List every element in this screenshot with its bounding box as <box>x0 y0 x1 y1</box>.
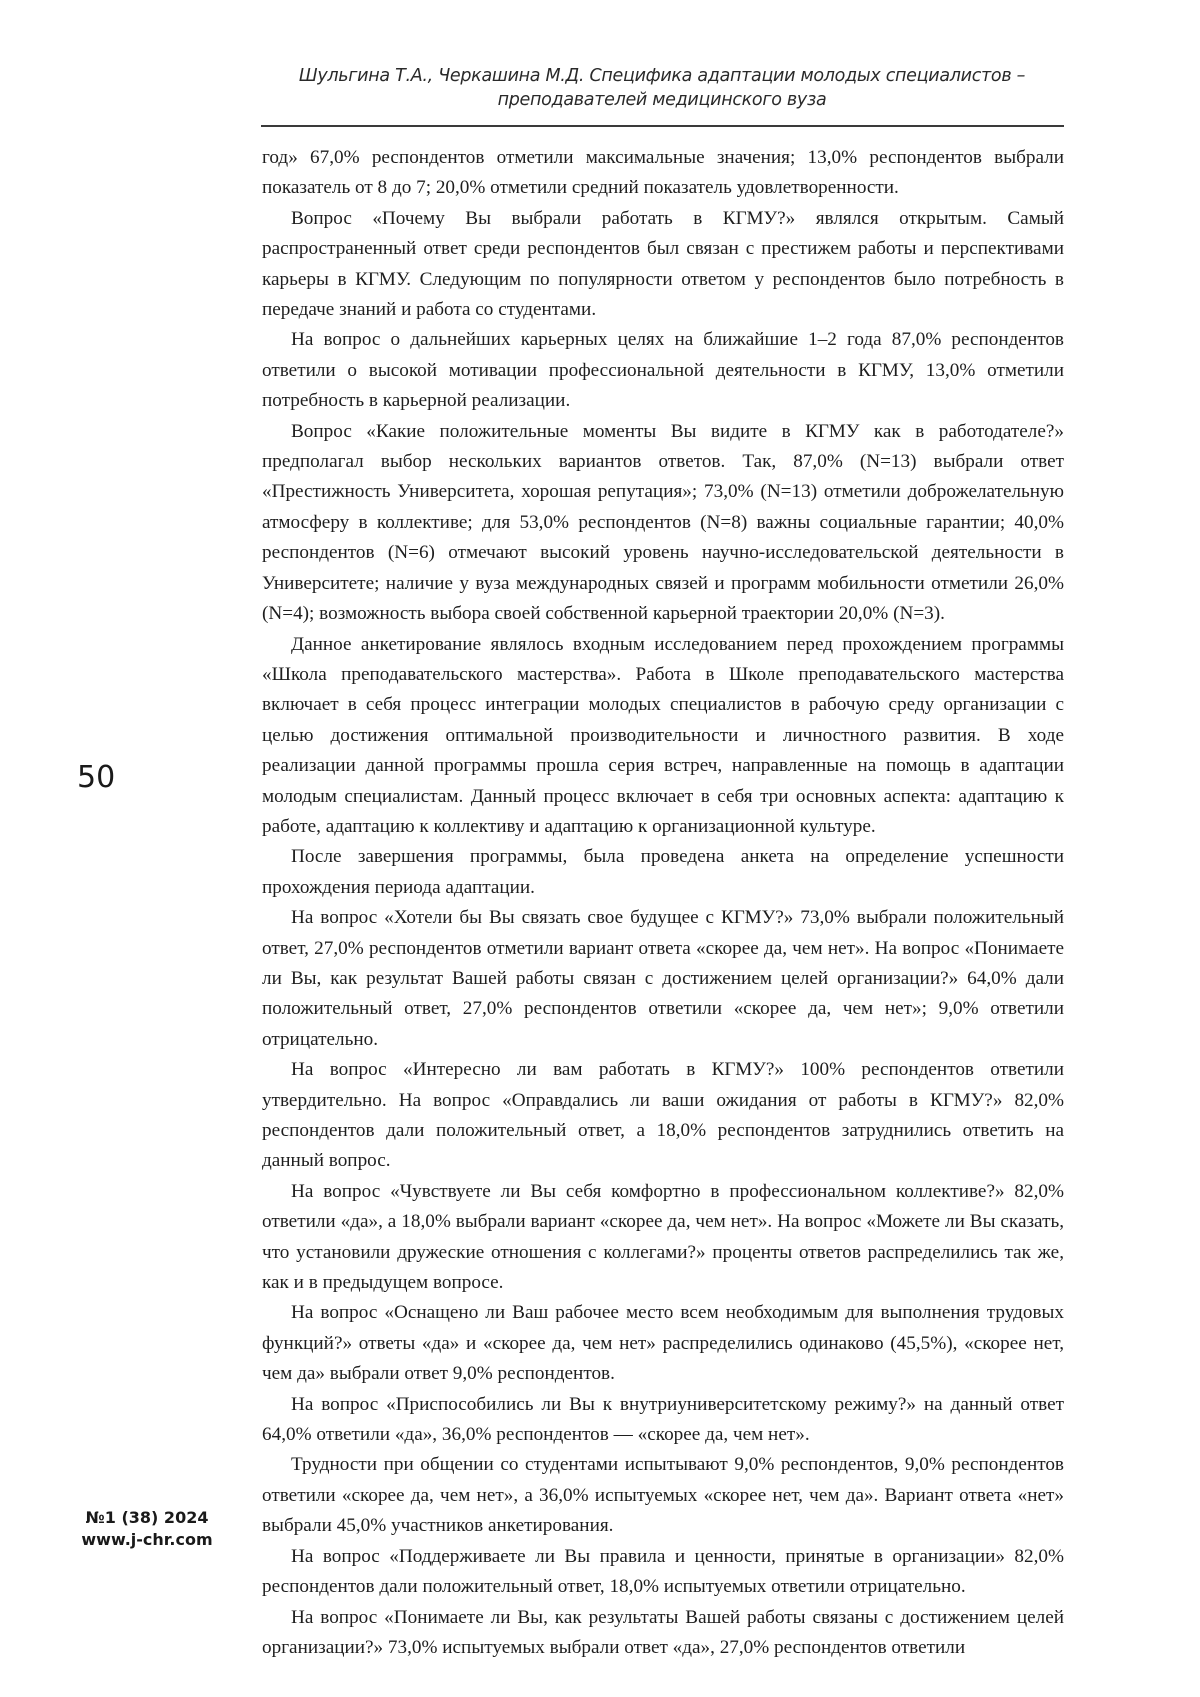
paragraph: Вопрос «Какие положительные моменты Вы видите в КГМУ как в работодателе?» предполагал выбор нескольких вариантов ответов. Так, 87,0% (N=13) выбрали ответ «Престижность Университета, хорошая репутация»; 73,0% (N=13) отметили доброжелательную атмосферу в коллективе; для 53,0% респондентов (N=8) важны социальные гарантии; 40,0% респондентов (N=6) отмечают высокий уровень научно-исследовательской деятельности в Университете; наличие у вуза международных связей и программ мобильности отметили 26,0% (N=4); возможность выбора своей собственной карьерной траектории 20,0% (N=3). <box>262 420 1064 625</box>
paragraph: Трудности при общении со студентами испытывают 9,0% респондентов, 9,0% респондентов ответили «скорее да, чем нет», а 36,0% испытуемых «скорее нет, чем да». Вариант ответа «нет» выбрали 45,0% участников анкетирования. <box>262 1454 1064 1537</box>
paragraph: На вопрос «Понимаете ли Вы, как результаты Вашей работы связаны с достижением целей организации?» 73,0% испытуемых выбрали ответ «да», 27,0% респондентов ответили <box>262 1606 1064 1658</box>
running-header: Шульгина Т.А., Черкашина М.Д. Специфика адаптации молодых специалистов – преподавателей медицинского вуза <box>298 66 1026 110</box>
paragraph: Данное анкетирование являлось входным исследованием перед прохождением программы «Школа преподавательского мастерства». Работа в Школе преподавательского мастерства включает в себя процесс интеграции молодых специалистов в рабочую среду организации с целью достижения оптимальной производительности и личностного развития. В ходе реализации данной программы прошла серия встреч, направленные на помощь в адаптации молодым специалистам. Данный процесс включает в себя три основных аспекта: адаптацию к работе, адаптацию к коллективу и адаптацию к организационной культуре. <box>262 633 1064 837</box>
page-number: 50 <box>77 760 116 795</box>
paragraph: Вопрос «Почему Вы выбрали работать в КГМУ?» являлся открытым. Самый распространенный ответ среди респондентов был связан с престижем работы и перспективами карьеры в КГМУ. Следующим по популярности ответом у респондентов было потребность в передаче знаний и работа со студентами. <box>262 207 1064 321</box>
paragraph: После завершения программы, была проведена анкета на определение успешности прохождения периода адаптации. <box>262 846 1064 898</box>
journal-website[interactable]: www.j-chr.com <box>81 1530 213 1549</box>
paragraph: год» 67,0% респондентов отметили максимальные значения; 13,0% респондентов выбрали показатель от 8 до 7; 20,0% отметили средний показатель удовлетворенности. <box>262 147 1064 199</box>
paragraph: На вопрос «Приспособились ли Вы к внутриуниверситетскому режиму?» на данный ответ 64,0% ответили «да», 36,0% респондентов — «скорее да, чем нет». <box>262 1393 1064 1446</box>
paragraph: На вопрос «Оснащено ли Ваш рабочее место всем необходимым для выполнения трудовых функций?» ответы «да» и «скорее да, чем нет» распределились одинаково (45,5%), «скорее нет, чем да» выбрали ответ 9,0% респондентов. <box>262 1302 1064 1385</box>
journal-issue: №1 (38) 2024 <box>85 1508 209 1527</box>
paragraph: На вопрос «Чувствуете ли Вы себя комфортно в профессиональном коллективе?» 82,0% ответили «да», а 18,0% выбрали вариант «скорее да, чем нет». На вопрос «Можете ли Вы сказать, что установили дружеские отношения с коллегами?» проценты ответов распределились так же, как и в предыдущем вопросе. <box>262 1180 1064 1294</box>
header-rule <box>261 125 1064 127</box>
journal-info <box>62 1507 232 1551</box>
paragraph: На вопрос «Поддерживаете ли Вы правила и ценности, принятые в организации» 82,0% респондентов дали положительный ответ, 18,0% испытуемых ответили отрицательно. <box>262 1545 1064 1598</box>
paragraph: На вопрос о дальнейших карьерных целях на ближайшие 1–2 года 87,0% респондентов ответили о высокой мотивации профессиональной деятельности в КГМУ, 13,0% отметили потребность в карьерной реализации. <box>262 329 1064 412</box>
paragraph: На вопрос «Интересно ли вам работать в КГМУ?» 100% респондентов ответили утвердительно. На вопрос «Оправдались ли ваши ожидания от работы в КГМУ?» 82,0% респондентов дали положительный ответ, а 18,0% респондентов затруднились ответить на данный вопрос. <box>262 1059 1064 1172</box>
paragraph: На вопрос «Хотели бы Вы связать свое будущее с КГМУ?» 73,0% выбрали положительный ответ, 27,0% респондентов отметили вариант ответа «скорее да, чем нет». На вопрос «Понимаете ли Вы, как результат Вашей работы связан с достижением целей организации?» 64,0% дали положительный ответ, 27,0% респондентов ответили «скорее да, чем нет»; 9,0% ответили отрицательно. <box>262 907 1064 1050</box>
article-body <box>262 143 1064 1663</box>
